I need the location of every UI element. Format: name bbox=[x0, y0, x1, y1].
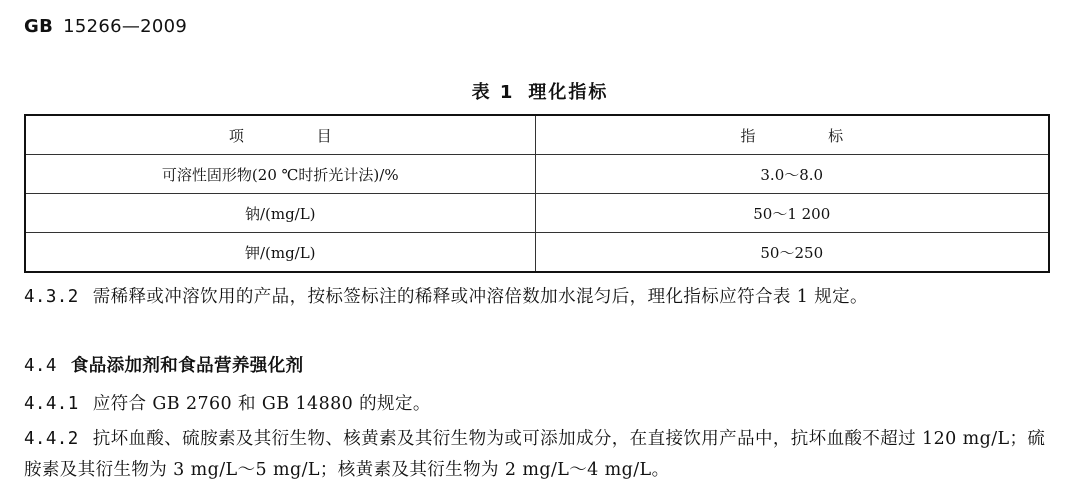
table-header-row bbox=[25, 115, 1049, 155]
section-heading: 食品添加剂和食品营养强化剂 bbox=[70, 356, 304, 376]
table-title: 理化指标 bbox=[528, 82, 609, 103]
section-text: 抗坏血酸、硫胺素及其衍生物、核黄素及其衍生物为或可添加成分，在直接饮用产品中，抗坏血酸不超过 120 mg/L；硫胺素及其衍生物为 3 mg/L～5 mg/L；核黄素及其衍生物为 2 mg/L～4 mg/L。 bbox=[24, 429, 1046, 480]
row-value: 50～1 200 bbox=[535, 194, 1049, 233]
row-item: 钠/(mg/L) bbox=[25, 194, 535, 233]
row-value: 50～250 bbox=[535, 233, 1049, 273]
section-number: 4.4.1 bbox=[24, 394, 79, 414]
table-number: 表 1 bbox=[471, 82, 515, 103]
column-header-item: 项 目 bbox=[25, 115, 535, 155]
table-row bbox=[25, 194, 1049, 233]
row-item: 可溶性固形物(20 ℃时折光计法)/% bbox=[25, 155, 535, 194]
physicochemical-table bbox=[24, 114, 1050, 273]
section-text: 应符合 GB 2760 和 GB 14880 的规定。 bbox=[92, 394, 431, 414]
standard-prefix: GB bbox=[24, 16, 54, 37]
standard-number: 15266—2009 bbox=[63, 16, 188, 37]
column-header-value: 指 标 bbox=[535, 115, 1049, 155]
section-4-3-2 bbox=[24, 282, 1054, 313]
section-text: 需稀释或冲溶饮用的产品，按标签标注的稀释或冲溶倍数加水混匀后，理化指标应符合表 1 规定。 bbox=[92, 287, 868, 307]
section-number: 4.3.2 bbox=[24, 287, 79, 307]
table-row bbox=[25, 233, 1049, 273]
section-4-4-2 bbox=[24, 424, 1054, 486]
section-4-4-heading bbox=[24, 351, 1054, 382]
table-caption bbox=[0, 78, 1080, 104]
standard-code bbox=[24, 16, 187, 37]
row-value: 3.0～8.0 bbox=[535, 155, 1049, 194]
section-number: 4.4.2 bbox=[24, 429, 79, 449]
section-4-4-1 bbox=[24, 389, 1054, 420]
table-row bbox=[25, 155, 1049, 194]
section-number: 4.4 bbox=[24, 356, 57, 376]
row-item: 钾/(mg/L) bbox=[25, 233, 535, 273]
